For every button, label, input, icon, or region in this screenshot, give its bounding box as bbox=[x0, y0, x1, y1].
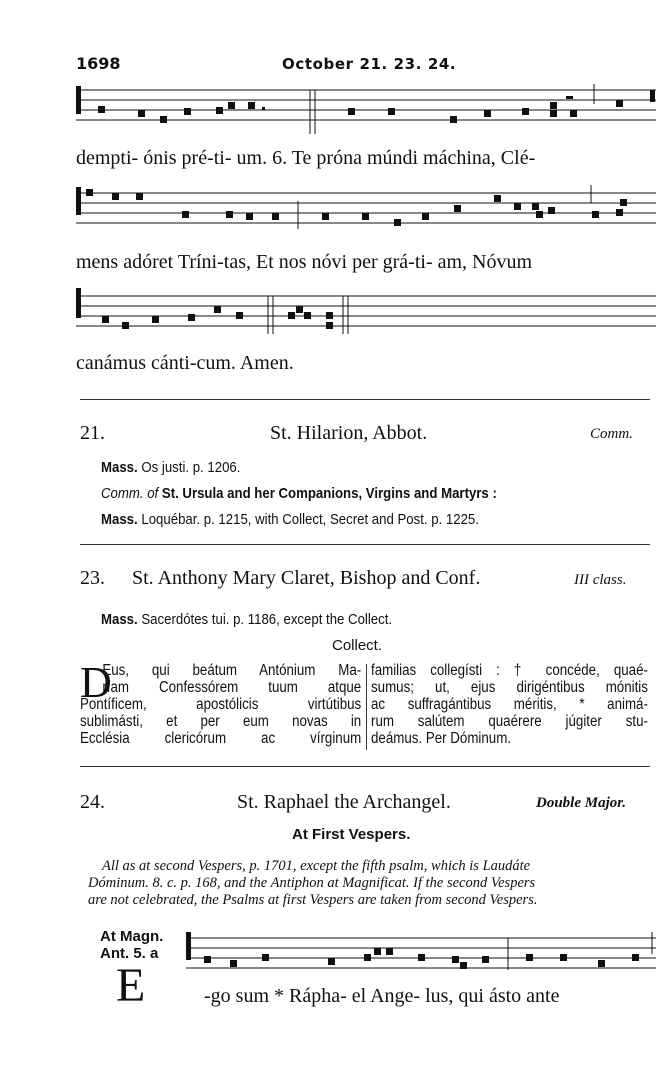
chant-staff-4 bbox=[186, 926, 656, 976]
chant-lyric-2: mens adóret Tríni-tas, Et nos nóvi per grá-ti- am, Nóvum bbox=[76, 251, 533, 273]
feast-title: St. Hilarion, Abbot. bbox=[270, 422, 428, 444]
feast-title: St. Raphael the Archangel. bbox=[237, 791, 451, 813]
drop-cap: D bbox=[80, 658, 112, 707]
feast-title: St. Anthony Mary Claret, Bishop and Conf. bbox=[132, 567, 481, 589]
feast-rank: Comm. bbox=[590, 426, 633, 442]
chant-lyric-3: canámus cánti-cum. Amen. bbox=[76, 352, 294, 374]
feast-number: 21. bbox=[80, 422, 105, 444]
antiphon-label: At Magn. Ant. 5. a bbox=[100, 928, 164, 962]
divider bbox=[80, 766, 650, 767]
column-divider bbox=[366, 664, 367, 750]
antiphon-initial: E bbox=[116, 959, 146, 1012]
feast-rank: III class. bbox=[574, 572, 627, 588]
rubric: All as at second Vespers, p. 1701, except the fifth psalm, which is Laudáte Dóminum. 8. c. p. 168, and the Antiphon at Magnificat. If the second Vespers are not celebrated, the Psalms at first Vespers are taken from second Vespers. bbox=[88, 858, 538, 908]
collect-right-column: familias collegísti : † concéde, quaé- sumus; ut, ejus dirigéntibus mónitis ac suffragántibus méritis, * animá- rum salútem quaérere júgiter stu- deámus. Per Dóminum. bbox=[371, 662, 648, 747]
page-number: 1698 bbox=[76, 54, 121, 73]
collect-left-column: Eus, qui beátum Antónium Ma- ríam Confessórem tuum atque Pontíficem, apostólicis virtútibus sublimásti, et per eum novas in Ecclésia clericórum ac vírginum bbox=[80, 662, 362, 747]
chant-staff-2 bbox=[76, 181, 656, 241]
chant-lyric-1: dempti- ónis pré-ti- um. 6. Te próna múndi máchina, Clé- bbox=[76, 147, 536, 169]
subheading: At First Vespers. bbox=[292, 826, 411, 843]
mass-line: Mass. Sacerdótes tui. p. 1186, except the Collect. bbox=[101, 611, 393, 628]
collect-heading: Collect. bbox=[332, 637, 383, 654]
chant-staff-1 bbox=[76, 78, 656, 138]
antiphon-lyric: -go sum * Rápha- el Ange- lus, qui ásto ante bbox=[204, 985, 560, 1007]
chant-staff-3 bbox=[76, 284, 656, 344]
feast-number: 23. bbox=[80, 567, 105, 589]
divider bbox=[80, 544, 650, 545]
feast-number: 24. bbox=[80, 791, 105, 813]
divider bbox=[80, 399, 650, 400]
page-dates: October 21. 23. 24. bbox=[282, 55, 457, 73]
mass-line: Mass. Os justi. p. 1206. bbox=[101, 459, 241, 476]
feast-rank: Double Major. bbox=[536, 795, 627, 811]
mass-line: Mass. Loquébar. p. 1215, with Collect, Secret and Post. p. 1225. bbox=[101, 511, 479, 528]
commemoration-line: Comm. of St. Ursula and her Companions, Virgins and Martyrs : bbox=[101, 485, 497, 502]
